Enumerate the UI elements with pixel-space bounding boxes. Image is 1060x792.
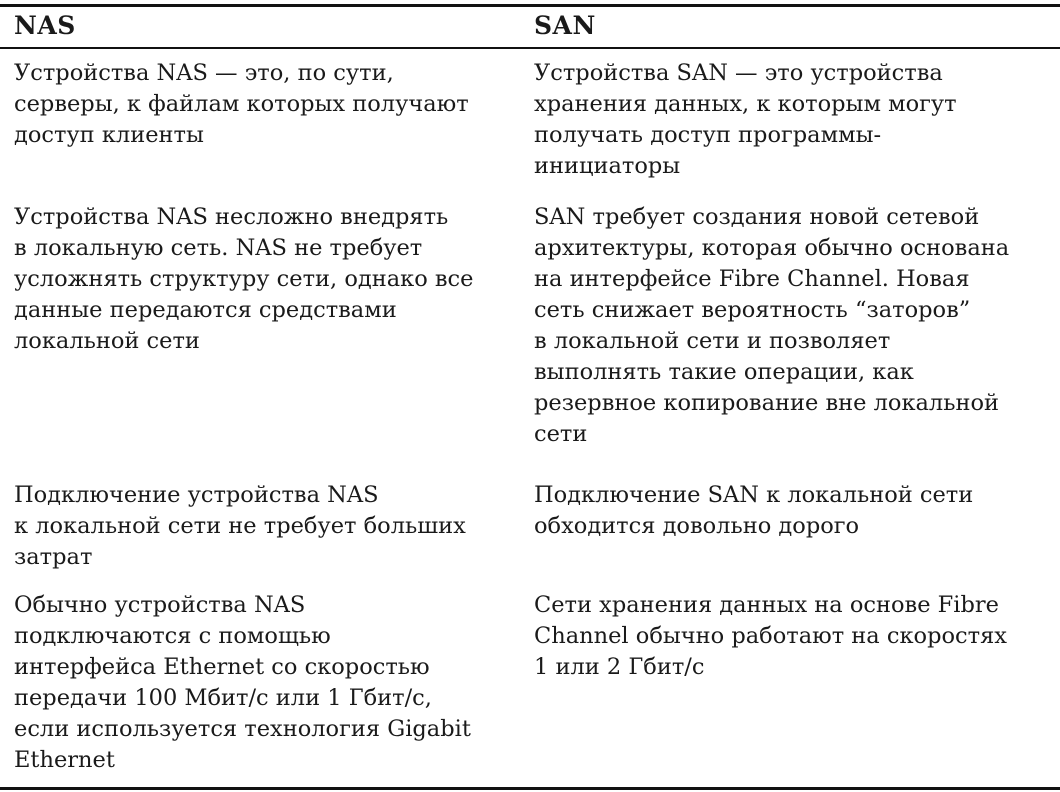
nas-cell-row-2: Устройства NAS несложно внедрять в локальную сеть. NAS не требует усложнять структуру сети, однако все данные передаются средствами локальной сети <box>14 204 474 354</box>
san-header: SAN <box>534 11 596 40</box>
san-cell-row-4: Сети хранения данных на основе Fibre Channel обычно работают на скоростях 1 или 2 Гбит/с <box>534 592 1007 680</box>
san-cell-row-2: SAN требует создания новой сетевой архитектуры, которая обычно основана на интерфейсе Fibre Channel. Новая сеть снижает вероятность “заторов” в локальной сети и позволяет выполнять такие операции, как резервное копирование вне локальной сети <box>534 204 1010 447</box>
table-bottom-rule <box>0 787 1060 790</box>
table-header-rule <box>0 47 1060 49</box>
nas-cell-row-4: Обычно устройства NAS подключаются с помощью интерфейса Ethernet со скоростью передачи 100 Мбит/с или 1 Гбит/с, если используется технология Gigabit Ethernet <box>14 592 471 773</box>
table-top-rule <box>0 4 1060 7</box>
nas-header: NAS <box>14 11 76 40</box>
san-cell-row-3: Подключение SAN к локальной сети обходится довольно дорого <box>534 482 974 539</box>
nas-cell-row-1: Устройства NAS — это, по сути, серверы, к файлам которых получают доступ клиенты <box>14 60 469 148</box>
san-cell-row-1: Устройства SAN — это устройства хранения данных, к которым могут получать доступ программы- инициаторы <box>534 60 957 179</box>
nas-cell-row-3: Подключение устройства NAS к локальной сети не требует больших затрат <box>14 482 466 570</box>
